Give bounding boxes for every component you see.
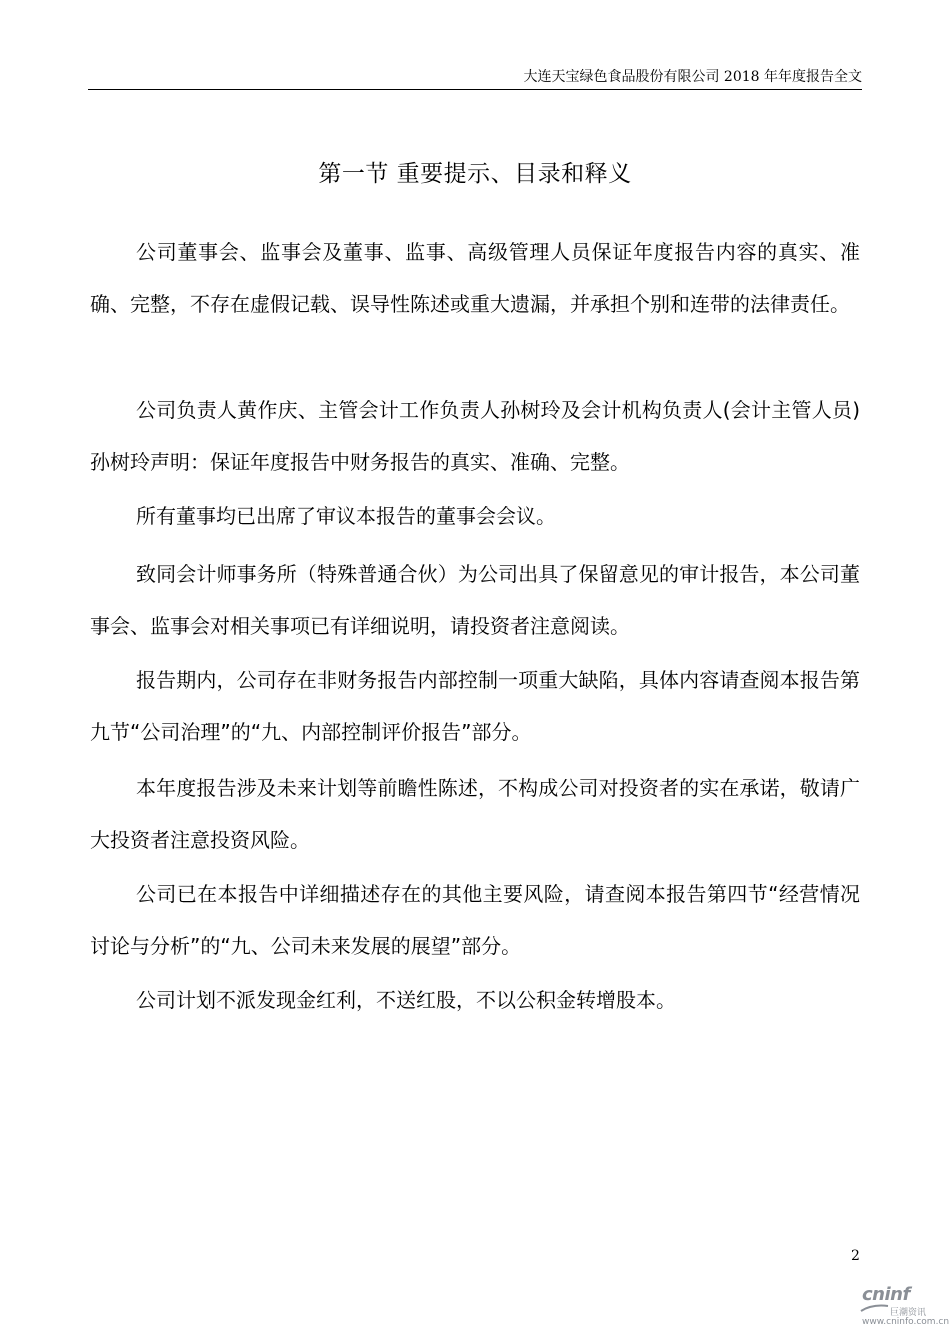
- paragraph-responsible-persons: 公司负责人黄作庆、主管会计工作负责人孙树玲及会计机构负责人(会计主管人员)孙树玲声明：保证年度报告中财务报告的真实、准确、完整。: [90, 398, 860, 474]
- paragraph-major-risks: 公司已在本报告中详细描述存在的其他主要风险，请查阅本报告第四节“经营情况讨论与分析”的“九、公司未来发展的展望”部分。: [90, 882, 860, 958]
- logo-brand-cn: 巨潮资讯: [890, 1308, 927, 1318]
- header-divider: [88, 89, 862, 90]
- logo-brand-text: cninf: [862, 1284, 910, 1305]
- paragraph-internal-control: 报告期内，公司存在非财务报告内部控制一项重大缺陷，具体内容请查阅本报告第九节“公司治理”的“九、内部控制评价报告”部分。: [90, 668, 860, 744]
- paragraph-board-guarantee: 公司董事会、监事会及董事、监事、高级管理人员保证年度报告内容的真实、准确、完整，不存在虚假记载、误导性陈述或重大遗漏，并承担个别和连带的法律责任。: [90, 240, 860, 316]
- paragraph-forward-looking: 本年度报告涉及未来计划等前瞻性陈述，不构成公司对投资者的实在承诺，敬请广大投资者注意投资风险。: [90, 776, 860, 852]
- paragraph-board-attendance: 所有董事均已出席了审议本报告的董事会会议。: [136, 504, 556, 528]
- logo-url: www.cninfo.com.cn: [862, 1317, 950, 1327]
- page-number: 2: [851, 1248, 860, 1264]
- cninfo-watermark-logo: [862, 1284, 950, 1334]
- section-title: 第一节 重要提示、目录和释义: [318, 161, 632, 187]
- paragraph-audit-opinion: 致同会计师事务所（特殊普通合伙）为公司出具了保留意见的审计报告，本公司董事会、监事会对相关事项已有详细说明，请投资者注意阅读。: [90, 562, 860, 638]
- running-header: 大连天宝绿色食品股份有限公司 2018 年年度报告全文: [523, 69, 862, 85]
- paragraph-dividend-plan: 公司计划不派发现金红利，不送红股，不以公积金转增股本。: [136, 988, 676, 1012]
